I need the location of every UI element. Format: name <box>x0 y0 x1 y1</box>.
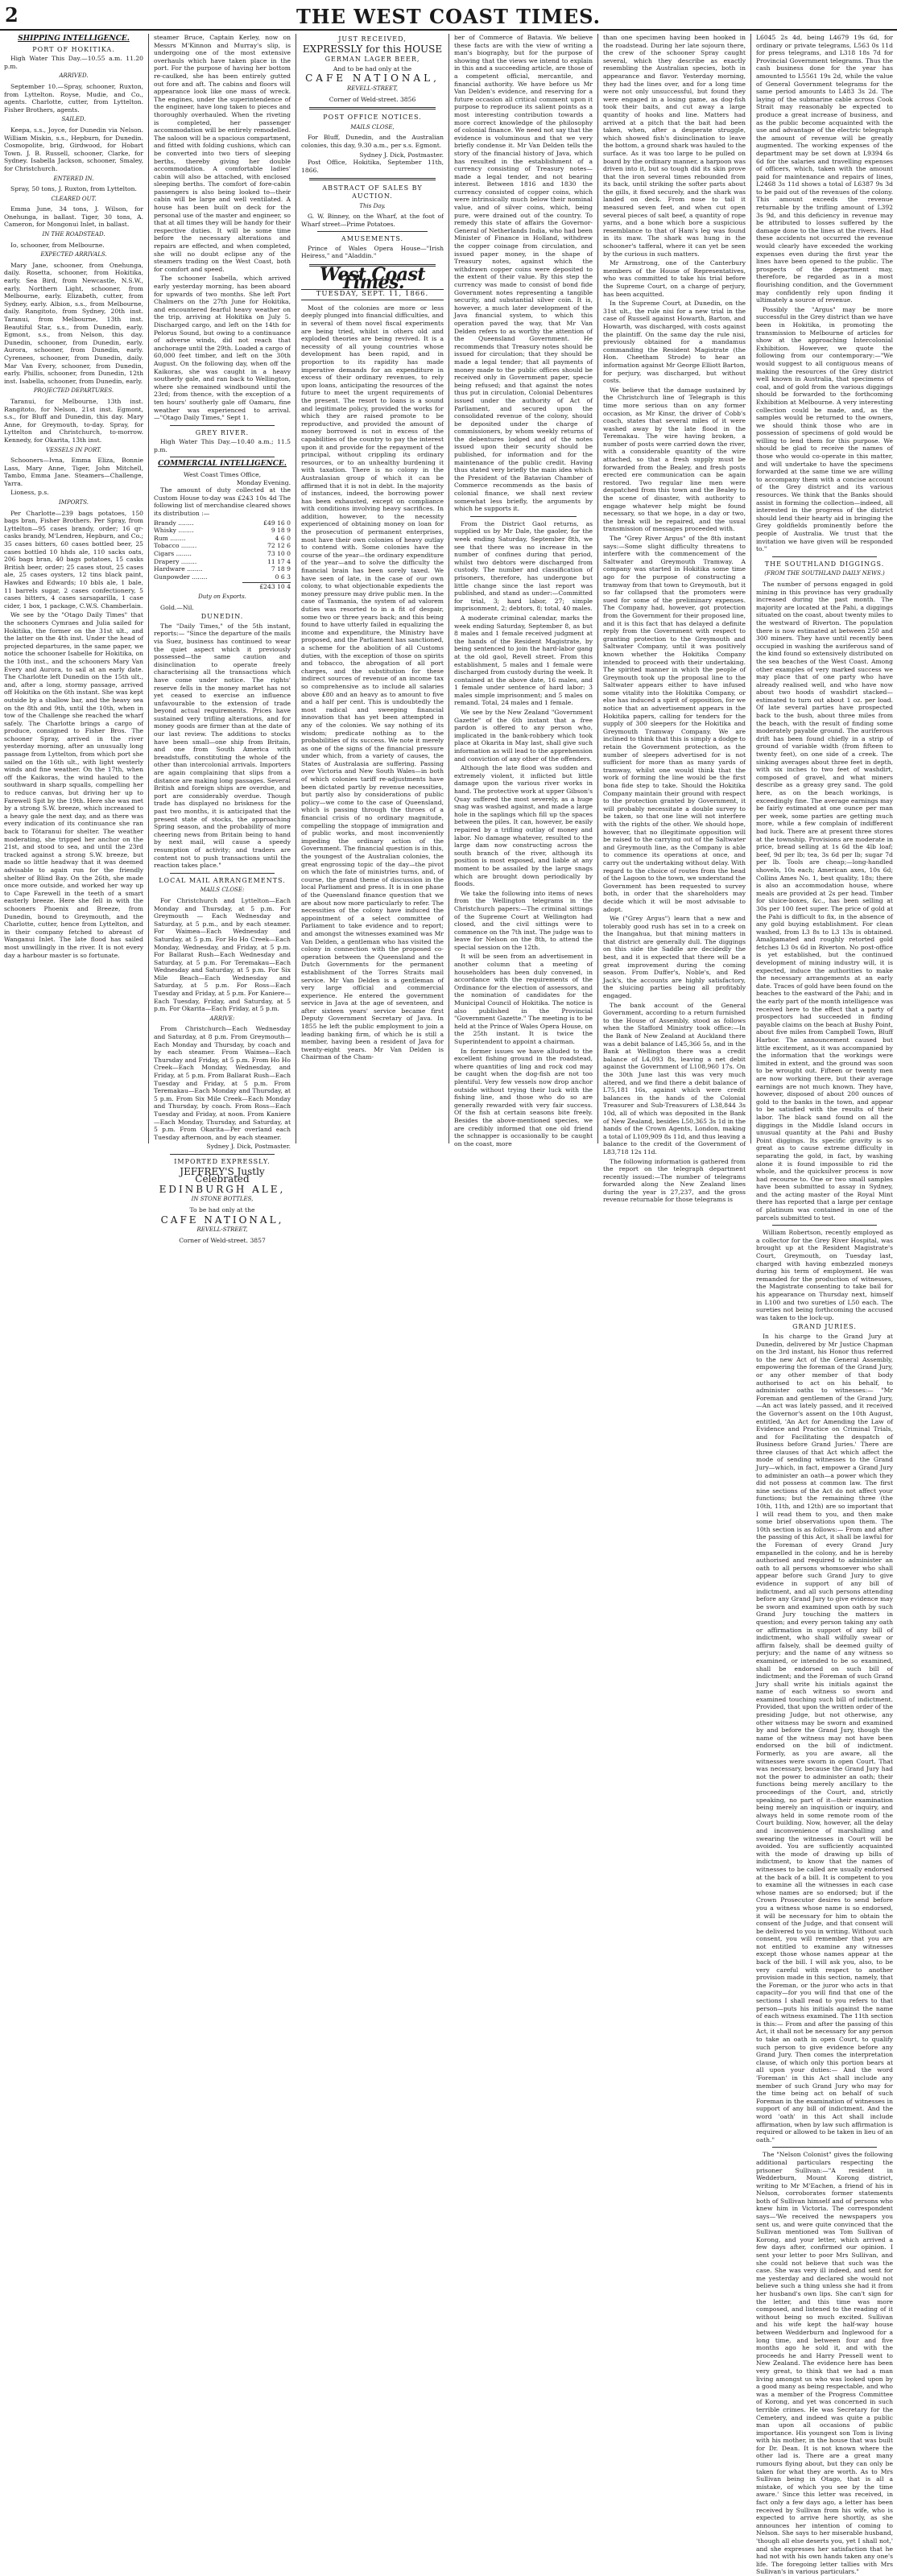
duty-row <box>154 573 291 581</box>
duty-row <box>154 542 291 550</box>
masthead <box>0 0 897 31</box>
telegraph-damage: We believe that the damage sustained by the Christchurch line of Telegraph is this time more serious than on any former occasion, as Mr Kinsr, the driver of Cobb's coach, states that several miles of it were washed away by the late flood in the Teremakau. The wire having broken, a number of posts were carried down the river, with a considerable quantity of the wire attached, so that a fresh supply must be forwarded from the Bealey, and fresh posts erected ere communication can be again restored. Two regular line men were despatched from this town and the Bealey to the scene of disaster, with authority to engage whatever help might be found necessary, so that we hope, in a day or two, the break will be repaired, and the usual transmission of messages proceeded with. <box>603 386 746 533</box>
duty-value: 4 6 0 <box>275 534 291 542</box>
grey-argus-rush: We ("Grey Argus") learn that a new and tolerably good rush has set in to a creek on the Inangahua, but that mining matters in that district are generally dull. The diggings on this side the Saddle are decidedly the best, and it is expected that there will be a great improvement during the coming season. From Duffer's, Noble's, and Red Jack's, the accounts are highly satisfactory, the sluicing parties being all profitably engaged. <box>603 915 746 1000</box>
vessels-text: Schooners—Ivna, Emma Eliza, Bonnie Lass, Mary Anne, Tiger, John Mitchell, Tambo, Emma Jane. Steamers—Challenge, Yarra. <box>4 457 143 487</box>
cleared-text: Emma June, 34 tons, J. Wilson, for Onehunga, in ballast. Tiger, 30 tons, A. Cameron, for Mongonui Inlet, in ballast. <box>4 205 143 229</box>
tobe-line: To be had only at the <box>189 1205 255 1214</box>
entered-label: ENTERED IN. <box>53 175 94 182</box>
column-shipping <box>0 34 147 1143</box>
armstrong-acquitted: Mr Armstrong, one of the Canterbury members of the House of Representatives, who was committed to take his trial before the Supreme Court, on a charge of perjury, has been acquitted. <box>603 259 746 298</box>
grand-juries-title: GRAND JURIES. <box>792 1323 857 1331</box>
shipping-body: We see by the "Otago Daily Times" that the schooners Cymraes and Julia sailed for Hokitika, the former on the 31st ult., and the latter on the 4th inst. Under the head of projected departures, in the same paper, we notice the schooner Isabelle for Hokitika, on the 10th inst., and the schooners Mary Van Every and Aurora, to sail at an early date. The Charlotte left Dunedin on the 15th ult., and, after a long, stormy passage, arrived off Hokitika on the 6th instant. She was kept outside by a shallow bar, and the heavy sea on the 8th and 9th, until the 10th, when in tow of the Challenge she reached the wharf safely. The Charlotte brings a cargo of produce, consigned to Fisher Bros. The schooner Spray, arrived in the river yesterday morning, after an unusually long passage from Lyttelton, from which port she sailed on the 16th ult., with light westerly winds and fine weather. On the 17th, when off the Kaikoras, the wind hauled to the southward in sharp squalls, compelling her to reduce canvas, but driving her up to Farewell Spit by the 19th. Here she was met by a strong S.W. breeze, which increased to a heavy gale the next day, and as there was every indication of its continuance she ran back to Tôtaranui for shelter. The weather moderating, she tripped her anchor on the 21st, and stood to sea, and until the 23rd tracked against a strong S.W. breeze, but made so little headway that it was deemed advisable to again run for the friendly shelter of Blind Bay. On the 26th, she made once more outside, and worked her way up to Cape Farewell in the teeth of a smart easterly breeze. Here she fell in with the schooners Phoenix and Breeze, from Dunedin, bound to Greymouth, and the Charlotte, cutter, hence from Lyttelton, and in their company fetched to abreast of Wanganui Inlet. The late flood has sailed most unwillingly in the river. It is not every day a harbour master is so fortunate. <box>4 611 143 959</box>
mail-signature: Sydney J. Dick, Postmaster. <box>206 1143 291 1151</box>
southland-text: The number of persons engaged in gold mining in this province has very gradually increased during the past month. The majority are located at the Pahi, a diggings situated on the coast, about twenty miles to the westward of Riverton. The population there is now estimated at between 250 and 300 miners. They have until recently been occupied in washing the auriferous sand of the kind found so extensively distributed on the sea beaches of the West Coast. Among other examples of very marked success we may place that of one party who have already realised well, and who have now about two hoods of washdirt stacked—estimated to turn out about 1 oz. per load. Of late several parties have prospected back to the bush, about three miles from the beach, with the result of finding some moderately payable ground. The auriferous drift has been found chiefly in a strip of ground of variable width (from fifteen to twenty feet), on one side of a creek. The sinking averages about three feet in depth, with six inches to two feet of washdirt, composed of gravel, and what miners describe as a greasy grey sand. The gold here, as on the beach workings, is exceedingly fine. The average earnings may be fairly estimated at one ounce per man per week, some parties are getting much more, while a few complain of indifferent bad luck. There are at present three stores at the township. Provisions are moderate in price, bread selling at 1s 6d the 4lb loaf; beef, 9d per lb; tea, 3s 6d per lb; sugar 7d per lb. Tools are cheap;—long-handled shovels, 10s each; American axes, 10s 6d; Collins Ames No. 1, best quality, 18s; there is also an accommodation house, where meals are provided at 2s per head. Timber for sluice-boxes, &c., has been selling at 30s per 100 feet super. The price of gold at the Pahi is difficult to fix, in the absence of any gold buying establishment. For clean washed, from L3 8s to L3 13s is obtained. Amalgamated and roughly retorted gold fetches L3 0s 6d in Riverton. No post-office is yet established, but the continued development of mining industry will, it is expected, induce the authorities to make the necessary arrangements at an early date. Traces of gold have been found on the beaches to the eastward of the Pahi; and in the early part of the month intelligence was received here to the effect that a party of prospectors had succeeded in finding payable claims on the beach at Bushy Point, about five miles from Campbell Town, Bluff Harbor. The announcement caused but little excitement, as it was accompanied by the information that the workings were limited in extent, and the ground was soon to be wrought out. Fifteen or twenty men are now working there, but their average earnings are not much known. They have, however, disposed of about 200 ounces of gold to the banks in the town, and appear to be satisfied with the results of their labor. The black sand found on all the diggings in the Middle Island occurs in unusual quantity at the Pahi and Bushy Point diggings. Its specific gravity is so great as to cause extreme difficulty in separating the gold, in fact, by washing alone it is found impossible to rid the whole, and the quicksilver process is now had recourse to. One or two small samples have been submitted to assay in Sydney, and the acting master of the Royal Mint there has reported that a large per centage of platinum was contained in one of the parcels submitted to test. <box>756 580 893 1222</box>
corner-line <box>154 1237 291 1245</box>
imports-text: Per Charlotte—239 bags potatoes, 150 bags bran, Fisher Brothers. Per Spray, from Lyttelton—95 cases brandy, order; 16 qr-casks brandy, M'Lendren, Hepburn, and Co.; 35 cases bitters, 60 cases bottled beer, 25 cases bottled 10 hhds ale, 110 sacks oats, 206 bags bran, 40 bags potatoes, 15 casks British beer, order; 25 cases stout, 25 cases ale, 25 cases oysters, 12 tins black paint, Hawkes and Edwards; 10 bbls ale, 1 bale, 11 barrels sugar, 2 cases confectionery, 5 cases bitters, 4 cases sarsaparilla, 1 case cider, 1 box, 1 package, C.W.S. Chamberlain. <box>4 509 143 610</box>
column-news-1 <box>450 34 597 1147</box>
duty-value: 9 18 9 <box>271 527 291 535</box>
expected-text: Mary Jane, schooner, from Onehunga, daily. Rosetta, schooner, from Hokitika, early. Sea Bird, from Newcastle, N.S.W., early. Northern Light, schooner, from Melbourne, early. Elizabeth, cutter, from Sydney, early. Albion, s.s., from Melbourne, daily. Rangitoto, from Sydney, 20th inst. Taranui, from Melbourne, 13th inst. Beautiful Star, s.s., from Dunedin, early. Egmont, s.s., from Nelson, this day. Dunedin, schooner, from Dunedin, early. Aurora, schooner, from Dunedin, early. Cyrenees, schooner, from Dunedin, daily. Mar Van Every, schooner, from Dunedin, early. Phillis, schooner, from Dunedin, 12th inst. Isabella, schooner, from Dunedin, early. <box>4 261 143 385</box>
shark-story: than one specimen having been hooked in the roadstead. During her late sojourn there, the crew of the schooner Spray caught several, which they describe as exactly resembling the Australian species, both in appearance and flavor. Yesterday morning, they had the lines over, and for a long time were not only unsuccessful, but found they were engaged in a losing game, as dog-fish took their baits, and cut away a large quantity of hooks and line. Matters had arrived at a pitch that the bait had been taken, when, after a desperate struggle, which showed fish's disinclination to leave the bottom, a ground shark was hauled to the surface. As it was too large to be pulled on board by the ordinary manner, a harpoon was driven into it, but so tough did its skin prove that the iron several times rebounded from its back, until striking the softer parts about the gills, it fixed securely, and the shark was landed on deck. From nose to tail it measured seven feet, and when cut open several pieces of salt beef, a quantity of rope yarns, and a bone which bore a suspicious resemblance to that of Ham's leg was found in its maw. The shark was hung in the schooner's tafferal, where it can yet be seen by the curious in such matters. <box>603 34 746 258</box>
had-line: And to be had only at the <box>333 64 412 72</box>
projected-label: PROJECTED DEPARTURES. <box>33 387 114 395</box>
arrived-label: ARRIVED. <box>59 72 89 80</box>
revell-street: REVELL-STREET, <box>346 85 399 92</box>
duty-row <box>154 550 291 558</box>
post-office-title: POST OFFICE NOTICES. <box>323 114 422 122</box>
cafe-national: CAFE NATIONAL, <box>305 72 440 85</box>
telegraph-continued: L6045 2s 4d, being L4679 19s 6d, for ordinary or private telegrams, L563 0s 11d for press telegrams, and L318 18s 7d for Provincial Government telegrams. Thus the cash business done for the year has amounted to L5561 19s 2d, while the value of General Government telegrams for the same period amounts to L483 3s 2d. The laying of the submarine cable across Cook Strait may reasonably be expected to produce a great increase of business, and as the public become acquainted with the use and advantage of the electric telegraph the amount of revenue will be greatly augmented. The working expenses of the department may be set down at L9394 6s 6d for the salaries and travelling expenses of officers, which, taken with the amount paid for maintenance and repairs of lines, L2468 3s 11d shows a total of L6387 9s 3d to be paid out of the revenues of the colony. This amount exceeds the revenue returnable by the trifling amount of L392 3s 9d, and this deficiency in revenue may be attributed to losses suffered by the damage done to the lines at the rivers. Had these accidents not occurred the revenue would clearly have exceeded the working expenses even during the first year the lines have been opened to the public. The prospects of the department may, therefore, be regarded as in a most flourishing condition, and the Government may confidently rely upon finding it ultimately a source of revenue. <box>756 34 893 304</box>
tramway-article: The "Grey River Argus" of the 8th instant says:—Some slight difficulty threatens to interfere with the commencement of the Saltwater and Greymouth Tramway. A company was started in Hokitika some time ago for the purpose of constructing a tramway from that town to Greymouth, but it so far collapsed that the promoters were sued for some of the preliminary expenses. The Company had, however, got protection from the Government for their proposed line, and it is this fact that has delayed a definite reply from the Government with respect to granting protection to the Greymouth and Saltwater Company, until it was positively known whether the Hokitika Company intended to proceed with their undertaking. The spirited manner in which the people of Greymouth took up the proposal line to the Saltwater appears either to have infused some vitality into the Hokitika Company, or else has induced a spirit of opposition, for we notice that an advertisement appears in the Hokitika papers, calling for tenders for the supply of 300 sleepers for the Hokitika and Greymouth Tramway Company. We are inclined to think that this is simply a dodge to retain the Government protection, as the number of sleepers advertised for is not sufficient for more than as many yards of tramway, whilst one would think that the work of forming the line would be the first bona fide step to take. Should the Hokitika Company maintain their ground with respect to the protection granted by Government, it will probably necessitate a double survey to be taken, so that one line will not interfere with the rights of the other. We should hope, however, that no illegitimate opposition will be raised to the carrying out of the Saltwater and Greymouth line, as the Company is able to commence its operations at once, and carry out the undertaking without delay. With regard to the choice of routes from the head of the Lagoon to the town, we understand the Government has been requested to survey both, in order that the shareholders may decide which it will be most advisable to adopt. <box>603 535 746 913</box>
column-news-3 <box>752 34 897 2576</box>
exports-text: Gold.—Nil. <box>160 603 194 611</box>
duty-item: Whisky ........ <box>154 527 194 535</box>
gazette-pardon: We see by the New Zealand "Government Gazette" of the 6th instant that a free pardon is offered to any person who, implicated in the bank-robbery which took place at Okarita in May last, shall give such information as will lead to the apprehension and conviction of any other of the offenders. <box>454 709 593 763</box>
german-line: GERMAN LAGER BEER, <box>324 56 420 64</box>
duty-value: 11 17 4 <box>267 557 291 565</box>
fishing-ground: In former issues we have alluded to the excellent fishing ground in the roadstead, where quantities of ling and rock cod may be caught when the dog-fish are not too plentiful. Very few vessels now drop anchor outside without trying their luck with the fishing line, and those who do so are generally rewarded with very fair success. Of the fish at certain seasons bite freely. Besides the above-mentioned species, we are credibly informed that one old friend the schnapper is occasionally to be caught on the coast, more <box>454 1047 593 1147</box>
duty-row <box>154 535 291 543</box>
arrive-text: From Christchurch—Each Wednesday and Saturday, at 8 p.m. From Greymouth—Each Monday and Thursday, by coach and by each steamer. From Waimea—Each Thursday and Friday, at 5 p.m. From Ho Ho Creek—Each Monday, Wednesday, and Friday, at 5 p.m. From Ballarat Rush—Each Tuesday and Friday, at 5 p.m. From Teremakau—Each Monday and Thursday, at 5 p.m. From Six Mile Creek—Each Monday and Thursday, by coach. From Ross—Each Tuesday and Friday, at noon. From Kaniere—Each Monday, Thursday, and Saturday, at 5 p.m. From Okarita—Per overland each Tuesday afternoon, and by each steamer. <box>154 1025 291 1141</box>
commercial-heading: COMMERCIAL INTELLIGENCE. <box>158 460 287 469</box>
page-number: 2 <box>5 3 19 27</box>
entered-text: Spray, 50 tons, J. Ruxton, from Lyttelton. <box>10 185 137 193</box>
shipping-heading: SHIPPING INTELLIGENCE. <box>18 35 130 43</box>
duty-table <box>154 519 291 581</box>
robertson-article: William Robertson, recently employed as a collector for the Grey River Hospital, was brought up at the Resident Magistrate's Court, Greymouth, on Tuesday last, charged with having embezzled moneys during his term of employment. He was remanded for the production of witnesses, the Magistrate consenting to take bail for his appearance on Thursday next, himself in L100 and two sureties of L50 each. The sureties not being forthcoming the accused was taken to the lock-up. <box>756 1229 893 1321</box>
grand-juries-text: In his charge to the Grand Jury at Dunedin, delivered by Mr Justice Chapman on the 3rd instant, his Honor thus referred to the new Act of the General Assembly, empowering the foreman of the Grand Jury, or any other member of that body authorised to act on his behalf, to administer oaths to witnesses:— "Mr Foreman and gentlemen of the Grand Jury,—An act was lately passed, and it received the Governor's assent on the 10th August, entitled, 'An Act for Amending the Law of Evidence and Practice on Criminal Trials, and for Facilitating the despatch of Business before Grand Juries.' There are three clauses of that Act which affect the mode of sending witnesses to the Grand Jury—which, in fact, empower a Grand Jury to administer an oath—a power which they did not possess at common law. The first nine sections of the Act do not affect your functions; but the remaining three (the 10th, 11th, and 12th) are so important that I will read them to you, and then make some brief observations upon them. The 10th section is as follows:— From and after the passing of this Act, it shall be lawful for the Foreman of every Grand Jury empanelled in the colony, and he is hereby authorised and required to administer an oath to all persons whomsoever who shall appear before such Grand Jury to give evidence in support of any bill of indictment, and all such persons attending before any Grand Jury to give evidence may be sworn and examined upon oath by such Grand Jury touching the matters in question; and every person taking any oath or affirmation in support of any bill of indictment, who shall wilfully swear or affirm falsely, shall be deemed guilty of perjury; and the name of any witness so examined, or intended to be so examined, shall be endorsed on such bill of indictment; and the Foreman of such Grand Jury shall write his initials against the name of each witness so sworn and examined touching such bill of indictment. Provided, that upon the written order of the presiding Judge, but not otherwise, any other witness may be sworn and examined by and before the Grand Jury, though the name of the witness may not have been endorsed on the bill of indictment. Formerly, as you are aware, all the witnesses were sworn in open Court. That was necessary, because the Grand Jury had not the power to administer an oath; their functions being merely ancillary to the proceedings of the Court, and, strictly speaking, no part of it—their examination being merely an inquisition or inquiry, and always held in some remote room of the Court building. Now, however, all the delay and inconvenience of marshalling and swearing the witnesses in Court will be avoided. You are sufficiently acquainted with the mode of drawing up bills of indictment, to know that the names of witnesses to be called are usually endorsed at the back of a bill. It is competent to you to examine all the witnesses in each case whose names are so endorsed; but if the Crown Prosecutor desires to send before you a witness whose name is so endorsed, it will be necessary for him to obtain the consent of the Judge, and that consent will be delivered to you in writing. Without such consent, you will remember that you are not entitled to examine any witnesses except those whose names appear at the back of the bill. I will ask you, also, to be very careful with respect to another provision made in this section, namely, that the Foreman, or the juror who acts in that capacity—for you will find that one of the sections I shall read to you refers to that person—puts his initials against the name of each witness examined. The 11th section is this:— From and after the passing of this Act, it shall not be necessary for any person to take an oath in open Court, to qualify such person to give evidence before any Grand Jury. Then comes the interpretation clause, of which only this portion bears at all upon your duties:— And the word 'Foreman' in this Act shall include any member of such Grand Jury who may for the time being act on behalf of such Foreman in the examination of witnesses in support of any bill of indictment. And the word 'oath' in this Act shall include affirmation, when by law such affirmation is required or allowed to be taken in lieu of an oath." <box>756 1332 893 2144</box>
expressly-line: EXPRESSLY for this HOUSE <box>302 43 443 55</box>
paper-title: West Coast Times. <box>319 264 426 293</box>
column-news-2 <box>599 34 750 1204</box>
amusements-text: Prince of Wales Opera House—"Irish Heiress," and "Aladdin." <box>301 244 444 260</box>
mails-close: MAILS CLOSE, <box>350 123 395 130</box>
imports-label: IMPORTS. <box>59 499 89 507</box>
grey-high-water: High Water This Day.—10.40 a.m.; 11.5 p.m. <box>154 438 291 453</box>
dunedin-title: DUNEDIN. <box>200 613 244 621</box>
expected-label: EXPECTED ARRIVALS. <box>40 251 107 258</box>
duty-text: The amount of duty collected at the Custom House to-day was £243 10s 4d The following list of merchandise cleared shows its distribution :— <box>154 486 291 518</box>
bank-account: The bank account of the General Government, according to a return furnished to the House of Assembly, stood as follows when the Stafford Ministry took office:—In the Bank of New Zealand at Auckland there was a debit balance of L45,366 5s, and in the Bank at Wellington there was a credit balance of L4,093 8s, leaving a net debit against the Government of L108,960 17s. On the 30th June last this was very much altered, and we find there a debit balance of L75,181 16s, against which were credit balances in the hands of the Colonial Treasurer and Sub-Treasurers of L38,844 3s 10d, all of which was deposited in the Bank of New Zealand, besides L50,365 3s 1d in the hands of the Crown Agents, London, making a total of L109,909 8s 11d, and thus leaving a balance to the credit of the Government of L83,718 12s 11d. <box>603 1001 746 1156</box>
southland-title: THE SOUTHLAND DIGGINGS. <box>764 560 885 568</box>
post-text: For Bluff, Dunedin, and the Australian colonies, this day, 9.30 a.m., per s.s. Egmont. <box>301 134 444 149</box>
nelson-colonist-text: The "Nelson Colonist" gives the following additional particulars respecting the prisoner Sullivan:—"A resident in Wedderburn, Mount Korong district, writing to Mr M'Eachen, a friend of his in Nelson, corroborates former statements both of Sullivan himself and of persons who knew him in Victoria. The correspondent says—'We received the newspapers you sent us, and were quite convinced that the Sullivan mentioned was Tom Sullivan of Korong, and your letter, which arrived a few days after, confirmed our opinion. I sent your letter to poor Mrs Sullivan, and she could not believe that such was the case. She was very ill indeed, and sent for me yesterday and declared she would not believe such a thing unless she had it from her husband's own lips. She can't sign for the letter, and this time was more composed, and listened to the reading of it without being so much excited. Sullivan and his wife kept the half-way house between Wedderburn and Inglewood for a long time, and between four and five months ago he sold it, and with the proceeds he and Harry Pressell went to New Zealand. The evidence here has been very great, to think that we had a man living amongst us who was looked upon by a good many as being respectable, and who was a member of the Progress Committee of Korong, and yet was concerned in such terrible crimes. He was Secretary for the Cemetery, and indeed was quite a public man upon all occasions of public importance. His youngest son Tom is living with his mother, in the house that was built for Dr. Dean. It is not known where the other lad is. There are a great many rumours flying about, but they can only be taken for what they are worth. As to Mrs Sullivan being in Otago, that is all a mistake, of which you see by the time aware.' Since this letter was received, in fact only a few days ago, a letter has been received by Sullivan from his wife, who is expected to arrive here shortly, as she announces her intention of coming to Nelson. She says to her miserable husband, 'though all else deserts you, yet I shall not,' and she expresses her satisfaction that he had not with his own hands taken any one's life. The foregoing letter tallies with Mrs Sullivan's in various particulars." <box>756 2151 893 2576</box>
vessels-label: VESSELS IN PORT. <box>46 446 101 453</box>
mails-text: For Christchurch and Lyttelton—Each Monday and Thursday, at 5 p.m. For Greymouth — Each Wednesday and Saturday, at 5 p.m., and by each steamer. For Waimea—Each Wednesday and Saturday, at 5 p.m. For Ho Ho Creek—Each Monday, Wednesday, and Friday, at 5 p.m. For Ballarat Rush—Each Wednesday and Saturday, at 5 p.m. For Teremakau—Each Wednesday and Saturday, at 5 p.m. For Six Mile Beach—Each Wednesday and Saturday, at 5 p.m. For Ross—Each Tuesday and Friday, at 5 p.m. For Kaniere—Each Tuesday, Friday, and Saturday, at 5 p.m. For Okarita—Each Friday, at 5 p.m. <box>154 896 291 1013</box>
corner-text: Corner of Weld-street. <box>179 1236 249 1244</box>
dunedin-text: The "Daily Times," of the 5th instant, reports:— "Since the departure of the mails via Suez, business has continued to wear the quiet aspect which it previously possessed—the same caution and disinclination to operate freely characterising all the transactions which have come under notice. The rights' reserve fells in the money market has not yet ceased to exercise an influence unfavourable to the extension of trade beyond actual requirements. Prices have sustained very trifling alterations, and for money goods are firmer than at the date of our last review. The additions to stocks have been small—one ship from Britain, and one from South America with breadstuffs, constituting the whole of the other than intercolonial arrivals. Importers are again complaining that slips from a distance are making long passages. Several British and foreign ships are overdue, and port are considerably overdue. Though trade has displayed no briskness for the past two months, it is anticipated that the present state of stocks, the approaching Spring season, and the probability of more cheering news from Britain being to hand by next mail, will cause a speedy resumption of activity; and traders are content not to push transactions until the reaction takes place." <box>154 622 291 870</box>
this-day: This Day. <box>359 202 386 209</box>
office-line: West Coast Times Office, <box>183 471 262 479</box>
duty-value: 73 10 0 <box>267 550 291 557</box>
arrived-text: September 10.—Spray, schooner, Ruxton, from Lyttelton. Royse, Mudie, and Co., agents. Charlotte, cutter, from Lyttelton. Fisher Brothers, agents. <box>4 82 143 114</box>
import-title: IMPORTED EXPRESSLY. <box>174 1157 271 1165</box>
port-title: PORT OF HOKITIKA. <box>32 45 115 53</box>
column-commercial <box>150 34 295 1244</box>
sailed-text: Keepa, s.s., Joyce, for Dunedin via Nelson. William Miskin, s.s., Hepburn, for Dunedin. Cosmopolite, brig, Girdwood, for Hobart Town. J. B. Russell, schooner, Clarke, for Sydney. Isabella Jackson, schooner, Smaley, for Christchurch. <box>4 126 143 172</box>
arrive-label: ARRIVE: <box>209 1015 235 1022</box>
editorial-text: Most of the colonies are more or less deeply plunged into financial difficulties, and in several of them novel fiscal experiments are being tried, whilst in others old and exploded theories are being revived. It is a necessity of all young countries whose development has been rapid, and in proportion to its rapidity has made imperative demands for an expenditure in excess of their ordinary revenues, to rely upon loans, anticipating the resources of the future to meet the urgent requirements of the present. The resort to loans is a sound and legitimate policy, provided the works for which they are raised promote to be reproductive, and provided the amount of money borrowed is not in excess of the capabilities of the country to pay the interest upon it and provide for the repayment of the principal, without crippling its ordinary resources, or to an unhealthy burdening it with taxation. There is no colony in the Australasian group of which it can be affirmed that it is not in debt. In the majority of instances, indeed, the borrowing power has been exhausted, except on compliance with conditions involving heavy sacrifices. In addition, however, to the necessity experienced of obtaining money on loan for the prosecution of permanent enterprises, most have their own colonies of heavy outlay to contend with. Some colonies have the course of the year—the ordinary expenditure of the year—and to solve the difficulty the financial brain has been sorely taxed. We have seen of late, in the case of our own colony, to what objectionable expedients the money pressure may drive public men. In the case of Tasmania, the system of ad valorem duties was resorted to in a fit of despair, some two or three years back; and this being found to have utterly failed in equalizing the income and expenditure, the Ministry have proposed, and the Parliament has sanctioned, a scheme for the abolition of all Customs duties, with the exception of those on spirits and tobacco, the abrogation of all port charges, and the substitution for these indirect sources of revenue of an income tax so comprehensive as to include all salaries above £80 and an heavy as to amount to five and a half per cent. This is undoubtedly the most radical and sweeping financial innovation that has yet been attempted in any of the colonies. We say nothing of its wisdom; predicate nothing as to the probabilities of its success. We note it merely as one of the signs of the financial pressure under which, from a variety of causes, the States of Australasia are suffering. Passing over Victoria and New South Wales—in both of which colonies tariff re-adjustments have been dictated partly by revenue necessities, but partly also by considerations of public policy—we come to the case of Queensland, which is passing through the throes of a financial crisis of no ordinary magnitude, compelling the stoppage of immigration and of public works, and most inconveniently impeding the ordinary action of the Government. The financial question is in this, the youngest of the Australian colonies, the great engrossing topic of the day—the pivot on which the fate of ministries turns, and, of course, the grand theme of discussion in the local Parliament and press. It is in one phase of the Queensland finance question that we are about now more particularly to refer. The necessities of the colony have induced the appointment of a select committee of Parliament to take evidence and to report; and amongst the witnesses examined was Mr Van Delden, a gentleman who has visited the colony in connection with the proposed co-operation between the Queensland and the Dutch Governments for the permanent establishment of the Torres Straits mail service. Mr Van Delden is a gentleman of very large official and commercial experience. He entered the government service in Java at the age of seventeen, and after sixteen years' service became first Deputy Government Secretary of Java. In 1855 he left the public employment to join a leading banking firm, of which he is still a member, having been a resident of Java for twenty-eight years. Mr Van Delden is Chairman of the Cham- <box>301 304 444 1061</box>
newspaper-title: THE WEST COAST TIMES. <box>296 5 601 28</box>
southland-source: (FROM THE SOUTHLAND DAILY NEWS.) <box>764 570 885 577</box>
telegraph-report: The following information is gathered from the report on the telegraph department recently issued:—The number of telegrams forwarded along the New Zealand lines during the year is 27,237, and the gross revenue returnable for those telegrams is <box>603 1157 746 1204</box>
duty-item: Gunpowder ........ <box>154 573 208 581</box>
auction-title: ABSTRACT OF SALES BY AUCTION. <box>322 184 423 200</box>
duty-row <box>154 565 291 573</box>
bruce-article: steamer Bruce, Captain Kerley, now on Messrs M'Kinnon and Murray's slip, is undergoing one of the most extensive overhauls which have taken place in the port. For the purpose of having her bottom re-caulked, she has been entirely gutted out fore and aft. The cabins and floors will appearance look like one mass of wreck. The engines, under the superintendence of the engineer, have long taken to pieces and thoroughly overhauled. When the riveting is completed, her passenger accommodation will be entirely remodelled. The saloon will be a spacious compartment, and fitted with folding cushions, which can be converted into two tiers of sleeping berths, thereby giving her double accommodation. A comfortable ladies' cabin will also be attached, with enclosed sleeping berths. The comfort of fore-cabin passengers is also being looked to—their cabin will be large and well ventilated. A house has been built on deck for the personal use of the master and engineer, so that at all times they will be handy for their respective duties. It will be some time before the necessary alterations and repairs are effected, and when completed, she will no doubt eclipse any of the steamers trading on the West Coast, both for comfort and speed. <box>154 34 291 273</box>
corner-weld <box>301 96 444 104</box>
post-signature: Sydney J. Dick, Postmaster. <box>359 151 444 159</box>
edinburgh-line: EDINBURGH ALE, <box>159 1183 286 1195</box>
duty-value: 7 18 9 <box>271 565 291 573</box>
roadstead-label: IN THE ROADSTEAD. <box>42 231 105 238</box>
auction-text: G. W. Binney, on the Wharf, at the foot of Wharf street—Prime Potatoes. <box>301 213 444 228</box>
exhibition-article: Possibly the "Argus" may be more successful in the Grey district than we have been in Hokitika, in promoting the transmission to Melbourne of articles for show at the approaching Intercolonial Exhibition. However, we quote the following from our contemporary:—"We would suggest to all contiguous means of making the resources of the Grey district well known in Australia, that specimens of coal, and of gold from the various diggings should be forwarded to the forthcoming Exhibition at Melbourne. A very interesting collection could be made, and, as the samples would be returned to the owners, we should think those who are in possession of specimens of gold would be willing to lend them for this purpose. We should be glad to receive the names of those who would co-operate in this matter, and will undertake to have the specimens forwarded at the same time we are willing to accompany them with a concise account of the Grey district and its various resources. We think that the Banks should assist in forming the collection—indeed, all interested in the progress of the district should lend their hearty aid in bringing the Grey goldfields prominently before the people of Australia. We trust that the invitation we have given will be responded to." <box>756 305 893 553</box>
grey-river-title: GREY RIVER. <box>195 428 250 436</box>
just-received: JUST RECEIVED, <box>338 35 407 43</box>
post-date: Post Office, Hokitika, September 11th, 1866. <box>301 159 444 174</box>
wellington-news: We take the following into items of news from the Wellington telegrams in the Christchurch papers:—The criminal sittings of the Supreme Court at Wellington had closed, and the civil sittings were to commence on the 7th inst. The judge was to leave for Nelson on the 8th, to attend the special session on the 12th. <box>454 889 593 951</box>
editorial-continued: ber of Commerce of Batavia. We believe these facts are with the view of writing a man's biography, but for the purpose of showing that the views we intend to explain in this and a succeeding article, are those of a competent official, mercantile, and financial authority. We have before us Mr Van Delden's evidence, and reserving for a future occasion all critical comment upon it purpose to reproduce its salient points as a most interesting contribution towards a more correct knowledge of the philosophy of colonial finance. We need not say that the evidence is voluminous and that we very briefly condense it. Mr Van Delden tells the story of the financial history of Java, which has resulted in the establishment of a currency consisting of Treasury notes—made a legal tender, and not bearing interest. Between 1816 and 1830 the currency consisted of copper coins, which were intrinsically much below their nominal value, and of silver coins, which, being pure, were drained out of the country. To remedy this state of affairs the Governor-General of Netherlands India, who had been Minister of Finance in Holland, withdrew the copper coinage from circulation, and issued paper money, in the shape of Treasury notes, against which the withdrawn copper coins were deposited to the extent of their value. By this step the currency was made to consist of bond fide Government notes representing a tangible security, and substantial silver coin. It is, however, a much later development of the Java financial system, to which this operation paved the way, that Mr Van Delden refers to as worthy the attention of the Queensland Government. He recommends that Treasury notes should be issued for circulation; that they should be made a legal tender; that all payments of money made to the public offices should be received only in Government paper, specie being refused; and that against the notes thus put in circulation, Colonial Debentures issued under the authority of Act of Parliament, and secured upon the consolidated revenue of the colony, should be deposited under the charge of commissioners, by whom weekly returns of the debentures lodged and of the notes issued upon their security should be published, for information and for the maintenance of the public credit. Having thus stated very briefly the main idea which the President of the Batavian Chamber of Commerce recommends as the basis of colonial finance, we shall next review somewhat less briefly, the arguments by which he supports it. <box>454 34 593 513</box>
jeffrey-line: JEFFREY'S Justly Celebrated <box>180 1165 265 1185</box>
duty-item: Tobacco ........ <box>154 542 197 550</box>
duty-item: Hardware ........ <box>154 565 203 573</box>
exports-label: Duty on Exports. <box>198 593 246 600</box>
mail-title: LOCAL MAIL ARRANGEMENTS. <box>159 876 286 884</box>
duty-item: Cigars ........ <box>154 550 192 557</box>
stone-line: IN STONE BOTTLES, <box>191 1196 254 1203</box>
ad-number: 3857 <box>250 1236 266 1244</box>
meeting-notice: It will be seen from an advertisement in another column that a meeting of householders has been duly convened, in accordance with the requirements of the Ordinance for the election of assessors, and the nomination of candidates for the Municipal Council of Hokitika. The notice is also published in the Provincial "Government Gazette." The meeting is to be held at the Prince of Wales Opera House, on the 25th instant. It is twice the Superintendent to appoint a chairman. <box>454 953 593 1045</box>
duty-item: Drapery ........ <box>154 557 197 565</box>
supreme-court: In the Supreme Court, at Dunedin, on the 31st ult., the rule nisi for a new trial in the case of Russell against Howarth, Barton, and Howarth, was discharged, with costs against the plaintiff. On the same day the rule nisi, previously obtained for a mandamus commanding the Resident Magistrate (the Hon. Cheetham Strode) to hear an information against Mr George Elliott Barton, for perjury, was discharged, but without costs. <box>603 300 746 385</box>
ad-number-2: 3856 <box>399 95 416 103</box>
duty-row <box>154 527 291 535</box>
projected-text: Taranui, for Melbourne, 13th inst. Rangitoto, for Nelson, 21st inst. Egmont, s.s., for Bluff and Dunedin, this day. Mary Anne, for Greymouth, to-day. Spray, for Lyttelton and Christchurch, to-morrow. Kennedy, for Okarita, 13th inst. <box>4 397 143 444</box>
revell-line: REVELL-STREET, <box>196 1226 248 1234</box>
high-water: High Water This Day.—10.55 a.m. 11.20 p.m. <box>4 55 143 70</box>
gaol-returns: From the District Gaol returns, as supplied us by Mr Dale, the gaoler, for the week ending Saturday, September 8th, we see that there was no increase in the number of confines during that period, whilst two debtors were discharged from custody. The number and classification of prisoners, therefore, has undergone but little change since the last report was published, and stand as under:—Committed for trial, 3; hard labor, 27; simple imprisonment, 2; debtors, 8; total, 40 males. <box>454 519 593 613</box>
column-editorial <box>297 34 448 1143</box>
duty-value: 72 12 6 <box>267 542 291 550</box>
duty-item: Rum ........ <box>154 534 186 542</box>
duty-total: £243 10 4 <box>242 582 291 591</box>
cleared-label: CLEARED OUT. <box>51 195 97 202</box>
criminal-calendar: A moderate criminal calendar, marks the week ending Saturday, September 8, as but 8 males and 1 female received judgment at the hands of the Resident Magistrate, by being sentenced to join the hard-labor gang at the old gaol, Revell street. From this establishment, 5 males and 1 female were discharged from custody during the week. It contained at the above date, 16 males, and 1 female under sentence of hard labor; 3 males simple imprisonment; and 5 males on remand. Total, 24 males and 1 female. <box>454 614 593 707</box>
mails-close-label: MAILS CLOSE: <box>200 887 245 894</box>
monday-line: Monday Evening. <box>236 478 291 486</box>
lioness-text: Lioness, p.s. <box>10 489 49 497</box>
duty-value: 0 6 3 <box>275 573 291 581</box>
corner-weld-text: Corner of Weld-street. <box>329 95 399 103</box>
amusements-title: AMUSEMENTS. <box>341 235 404 243</box>
cafe-line: CAFE NATIONAL, <box>160 1214 284 1226</box>
flood-damage: Although the late flood was sudden and extremely violent, it inflicted but little damage upon the various river works in hand. The protective work at upper Gibson's Quay suffered the most severely, as a huge snag was washed against, and made a large hole in the saplings which fill up the spaces between the piles. It can, however, be easily repaired by a trifling outlay of money and labor. No damage whatever, resulted to the large dam now constructing across the south branch of the river, although its position is most exposed, and liable at any moment to be assailed by the large snags which are brought down periodically by floods. <box>454 764 593 888</box>
duty-item: Brandy ........ <box>154 519 194 527</box>
sailed-label: SAILED. <box>61 116 86 123</box>
date-line: TUESDAY, SEPT. 11, 1866. <box>301 289 444 300</box>
duty-row <box>154 519 291 527</box>
duty-value: £49 16 0 <box>263 519 291 527</box>
isabella-article: The schooner Isabella, which arrived early yesterday morning, has been aboard for upwards of two months. She left Port Chalmers on the 27th June for Hokitika, and encountered fearful heavy weather on the trip, arriving at Hokitika on July 5. Discharged cargo, and left on the 14th for Pelorus Sound, but owing to a continuance of adverse winds, did not reach that anchorage until the 29th. Loaded a cargo of 60,000 feet timber, and left on the 30th August. On the following day, when off the Kaikoras, she was caught in a heavy southerly gale, and ran back to Wellington, where she remained windbound until the 23rd; from thence, with the exception of a ten hours' southerly gale off Oamaru, fine weather was experienced to arrival.—"Otago Daily Times," Sept 1. <box>154 275 291 422</box>
duty-row <box>154 558 291 566</box>
roadstead-text: Io, schooner, from Melbourne. <box>10 241 105 249</box>
